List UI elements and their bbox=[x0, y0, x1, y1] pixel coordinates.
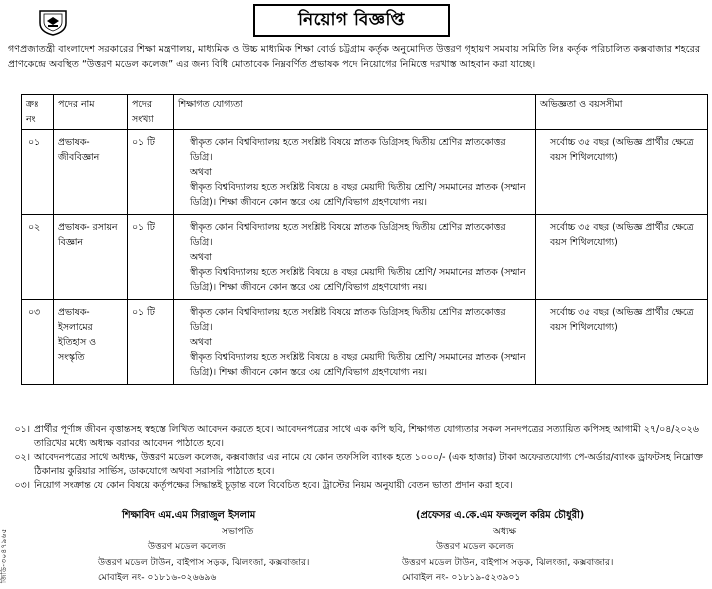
signature-principal bbox=[402, 508, 614, 586]
qualification-option-2: স্বীকৃত বিশ্ববিদ্যালয় হতে সংশ্লিষ্ট বিষয়ে ৪ বছর মেয়াদী দ্বিতীয় শ্রেণি/ সমমানের স্নাতক (সম্মান ডিগ্রি)। শিক্ষা জীবনে কোন স্তরে ৩য় শ্রেণি/বিভাগ গ্রহণযোগ্য নয়। bbox=[190, 352, 526, 378]
list-item bbox=[8, 451, 708, 479]
table-header-row bbox=[22, 95, 708, 130]
row-serial: ০২ bbox=[22, 215, 54, 300]
row-post-count: ০১ টি bbox=[128, 130, 174, 215]
row-qualification bbox=[174, 130, 536, 215]
college-logo bbox=[36, 8, 70, 36]
table-row bbox=[22, 130, 708, 215]
side-reference-code bbox=[0, 470, 10, 585]
principal-org: উত্তরণ মডেল কলেজ bbox=[436, 541, 514, 552]
qualification-option-2: স্বীকৃত বিশ্ববিদ্যালয় হতে সংশ্লিষ্ট বিষয়ে ৪ বছর মেয়াদী দ্বিতীয় শ্রেণি/ সমমানের স্নাতক (সম্মান ডিগ্রি)। শিক্ষা জীবনে কোন স্তরে ৩য় শ্রেণি/বিভাগ গ্রহণযোগ্য নয়। bbox=[190, 267, 526, 293]
qualification-or: অথবা bbox=[190, 337, 212, 348]
note-number: ০২। bbox=[14, 452, 30, 463]
notice-title-box bbox=[253, 4, 450, 37]
row-qualification bbox=[174, 215, 536, 300]
qualification-or: অথবা bbox=[190, 252, 212, 263]
president-mobile: মোবাইল নং- ০১৮১৬-০২৬৬৯৬ bbox=[98, 572, 217, 583]
table-row bbox=[22, 215, 708, 300]
principal-mobile: মোবাইল নং- ০১৮১৯-৫২৩৯০১ bbox=[402, 572, 521, 583]
row-experience-age: সর্বোচ্চ ৩৫ বছর (অভিজ্ঞ প্রার্থীর ক্ষেত্রে বয়স শিথিলযোগ্য) bbox=[536, 300, 708, 385]
posts-table bbox=[21, 94, 708, 385]
row-qualification bbox=[174, 300, 536, 385]
header-qualification: শিক্ষাগত যোগ্যতা bbox=[174, 95, 536, 130]
row-experience-age: সর্বোচ্চ ৩৫ বছর (অভিজ্ঞ প্রার্থীর ক্ষেত্রে বয়স শিথিলযোগ্য) bbox=[536, 130, 708, 215]
row-serial: ০৩ bbox=[22, 300, 54, 385]
row-post-name: প্রভাষক- ইসলামের ইতিহাস ও সংস্কৃতি bbox=[54, 300, 128, 385]
qualification-option-1: স্বীকৃত কোন বিশ্ববিদ্যালয় হতে সংশ্লিষ্ট বিষয়ে স্নাতক ডিগ্রিসহ দ্বিতীয় শ্রেণির স্নাতকোত্তর ডিগ্রি। bbox=[190, 137, 506, 163]
intro-paragraph: গণপ্রজাতন্ত্রী বাংলাদেশ সরকারের শিক্ষা মন্ত্রণালয়, মাধ্যমিক ও উচ্চ মাধ্যমিক শিক্ষা বোর্ড চট্টগ্রাম কর্তৃক অনুমোদিত উত্তরণ গৃহায়ণ সমবায় সমিতি লিঃ কর্তৃক পরিচালিত কক্সবাজার শহরের প্রাণকেন্দ্রে অবস্থিত “উত্তরণ মডেল কলেজ” এর জন্য বিধি মোতাবেক নিম্নবর্ণিত প্রভাষক পদে নিয়োগের নিমিত্তে দরখাস্ত আহবান করা যাচ্ছে। bbox=[8, 44, 701, 70]
table-row bbox=[22, 300, 708, 385]
row-serial: ০১ bbox=[22, 130, 54, 215]
qualification-option-1: স্বীকৃত কোন বিশ্ববিদ্যালয় হতে সংশ্লিষ্ট বিষয়ে স্নাতক ডিগ্রিসহ দ্বিতীয় শ্রেণির স্নাতকোত্তর ডিগ্রি। bbox=[190, 307, 506, 333]
principal-name: (প্রফেসর এ.কে.এম ফজলুল করিম চৌধুরী) bbox=[416, 510, 585, 521]
header-experience-age: অভিজ্ঞতা ও বয়সসীমা bbox=[536, 95, 708, 130]
signature-president bbox=[98, 508, 310, 586]
president-role: সভাপতি bbox=[222, 525, 254, 537]
principal-role: অধ্যক্ষ bbox=[493, 525, 517, 537]
header-post-count: পদের সংখ্যা bbox=[128, 95, 174, 130]
row-post-count: ০১ টি bbox=[128, 215, 174, 300]
list-item bbox=[8, 479, 708, 493]
president-org: উত্তরণ মডেল কলেজ bbox=[148, 541, 226, 552]
note-text: প্রার্থীর পূর্ণাঙ্গ জীবন বৃত্তান্তসহ স্বহস্তে লিখিত আবেদন করতে হবে। আবেদনপত্রের সাথে এক কপি ছবি, শিক্ষাগত যোগ্যতার সকল সনদপত্রের সত্যায়িত কপিসহ আগামী ২৭/০৪/২০২৬ তারিখের মধ্যে অধ্যক্ষ বরাবর আবেদন পাঠাতে হবে। bbox=[34, 424, 699, 449]
notes-list bbox=[8, 423, 708, 493]
side-code-text: জিডি-৩০৪৭৯৬৫ bbox=[0, 528, 8, 583]
president-address: উত্তরণ মডেল টাউন, বাইপাস সড়ক, ঝিলংজা, কক্সবাজার। bbox=[98, 556, 310, 568]
qualification-option-2: স্বীকৃত বিশ্ববিদ্যালয় হতে সংশ্লিষ্ট বিষয়ে ৪ বছর মেয়াদী দ্বিতীয় শ্রেণি/ সমমানের স্নাতক (সম্মান ডিগ্রি)। শিক্ষা জীবনে কোন স্তরে ৩য় শ্রেণি/বিভাগ গ্রহণযোগ্য নয়। bbox=[190, 182, 526, 208]
header-serial: ক্রঃ নং bbox=[22, 95, 54, 130]
qualification-option-1: স্বীকৃত কোন বিশ্ববিদ্যালয় হতে সংশ্লিষ্ট বিষয়ে স্নাতক ডিগ্রিসহ দ্বিতীয় শ্রেণির স্নাতকোত্তর ডিগ্রি। bbox=[190, 222, 506, 248]
note-text: আবেদনপত্রের সাথে অধ্যক্ষ, উত্তরণ মডেল কলেজ, কক্সবাজার এর নামে যে কোন তফসিলি ব্যাংক হতে ১০০০/- (এক হাজার) টাকা অফেরতযোগ্য পে-অর্ডার/ব্যাংক ড্রাফটসহ নিম্নোক্ত ঠিকানায় কুরিয়ার সার্ভিস, ডাকযোগে অথবা সরাসরি পাঠাতে হবে। bbox=[34, 452, 703, 477]
row-post-name: প্রভাষক- রসায়ন বিজ্ঞান bbox=[54, 215, 128, 300]
note-number: ০১। bbox=[14, 424, 30, 435]
president-name: শিক্ষাবিদ এম.এম সিরাজুল ইসলাম bbox=[122, 510, 256, 521]
notice-title: নিয়োগ বিজ্ঞপ্তি bbox=[298, 10, 405, 31]
row-post-count: ০১ টি bbox=[128, 300, 174, 385]
principal-address: উত্তরণ মডেল টাউন, বাইপাস সড়ক, ঝিলংজা, কক্সবাজার। bbox=[402, 556, 614, 568]
qualification-or: অথবা bbox=[190, 167, 212, 178]
row-experience-age: সর্বোচ্চ ৩৫ বছর (অভিজ্ঞ প্রার্থীর ক্ষেত্রে বয়স শিথিলযোগ্য) bbox=[536, 215, 708, 300]
note-number: ০৩। bbox=[14, 480, 30, 491]
row-post-name: প্রভাষক- জীববিজ্ঞান bbox=[54, 130, 128, 215]
header-post-name: পদের নাম bbox=[54, 95, 128, 130]
list-item bbox=[8, 423, 708, 451]
note-text: নিয়োগ সংক্রান্ত যে কোন বিষয়ে কর্তৃপক্ষের সিদ্ধান্তই চূড়ান্ত বলে বিবেচিত হবে। ট্রাস্টের নিয়ম অনুযায়ী বেতন ভাতা প্রদান করা হবে। bbox=[34, 480, 513, 491]
